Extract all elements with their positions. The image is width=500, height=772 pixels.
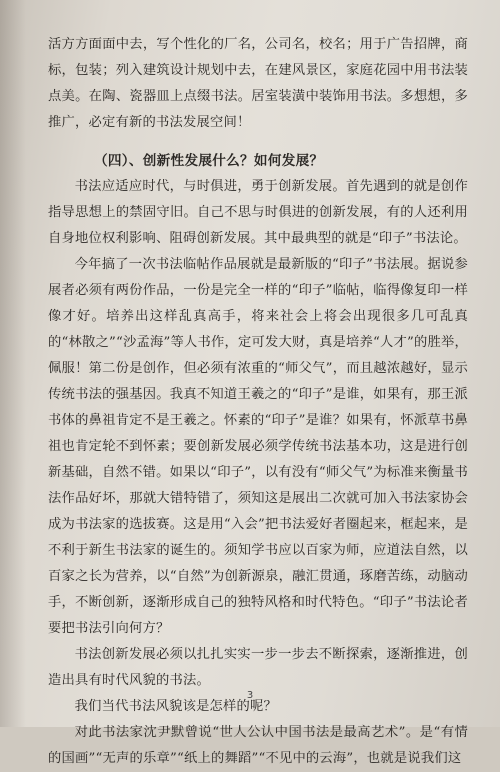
paragraph-shen-yinmo-quote: 对此书法家沈尹默曾说“世人公认中国书法是最高艺术”。是“有情的国画”“无声的乐章”“纸上的舞蹈”“不见中的云海”，也就是说我们这 [48, 725, 468, 766]
paragraph-question: 我们当代书法风貌该是怎样的呢？ [74, 699, 278, 714]
section-heading: （四）、创新性发展什么？如何发展？ [94, 153, 324, 169]
paragraph-step-by-step: 书法创新发展必须以扎扎实实一步一步去不断探索，逐渐推进，创造出具有时代风貌的书法。 [48, 647, 468, 688]
document-body [48, 32, 468, 772]
page-edge-shadow [0, 0, 26, 727]
paragraph-innovation-intro: 书法应适应时代，与时俱进，勇于创新发展。首先遇到的就是创作指导思想上的禁固守旧。自己不思与时俱进的创新发展，有的人还利用自身地位权利影响、阻碍创新发展。其中最典型的就是“印子”书法论。 [48, 179, 468, 246]
paragraph-continuation: 活方方面面中去，写个性化的厂名，公司名，校名；用于广告招牌，商标，包装；列入建筑设计规划中去，在建风景区，家庭花园中用书法装点美。在陶、瓷器皿上点缀书法。居室装潢中装饰用书法。多想想，多推广，必定有新的书法发展空间！ [48, 37, 468, 130]
paragraph-exhibition-critique: 今年搞了一次书法临帖作品展就是最新版的“印子”书法展。据说参展者必须有两份作品，一份是完全一样的“印子”临帖，临得像复印一样像才好。培养出这样乱真高手，将来社会上将会出现很多几可乱真的“林散之”“沙孟海”等人书作，定可发大财，真是培养“人才”的胜举，佩服！第二份是创作，但必须有浓重的“师父气”，而且越浓越好，显示传统书法的强基因。我真不知道王羲之的“印子”是谁，如果有，那王派书体的鼻祖肯定不是王羲之。怀素的“印子”是谁？如果有，怀派草书鼻祖也肯定轮不到怀素；要创新发展必须学传统书法基本功，这是进行创新基础，自然不错。如果以“印子”，以有没有“师父气”为标准来衡量书法作品好坏，那就大错特错了，须知这是展出二次就可加入书法家协会成为书法家的选拔赛。这是用“入会”把书法爱好者圈起来，框起来，是不利于新生书法家的诞生的。须知学书应以百家为师，应道法自然，以百家之长为营养，以“自然”为创新源泉，融汇贯通，琢磨苦练，动脑动手，不断创新，逐渐形成自己的独特风格和时代特色。“印子”书法论者要把书法引向何方？ [48, 257, 468, 636]
page-number: 3 [246, 690, 254, 701]
